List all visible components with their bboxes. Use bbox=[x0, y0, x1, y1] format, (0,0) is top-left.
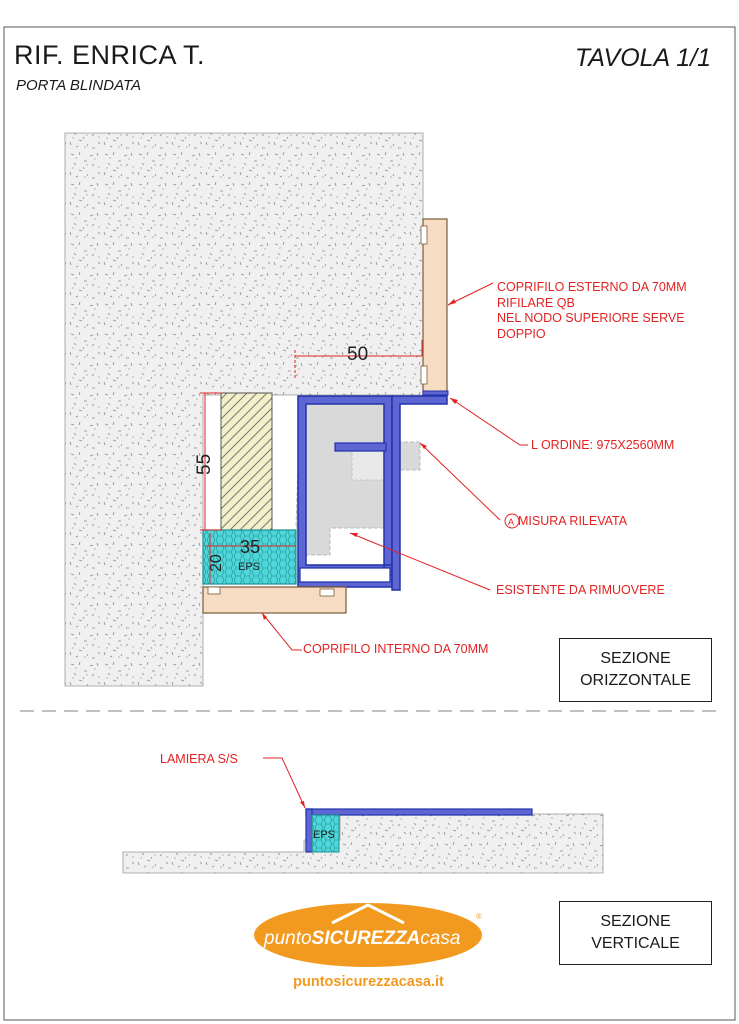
note-line: COPRIFILO ESTERNO DA 70MM bbox=[497, 280, 687, 294]
section-title-line: SEZIONE bbox=[600, 913, 671, 930]
dim-50: 50 bbox=[347, 344, 369, 365]
brand-url: puntosicurezzacasa.it bbox=[293, 974, 444, 990]
note-l-ordine: L ORDINE: 975X2560MM bbox=[531, 438, 675, 452]
note-esistente: ESISTENTE DA RIMUOVERE bbox=[496, 583, 665, 597]
section-title-line: VERTICALE bbox=[591, 935, 680, 952]
logo-main: SICUREZZA bbox=[311, 928, 421, 949]
note-line: NEL NODO SUPERIORE SERVE bbox=[497, 311, 685, 325]
note-line: DOPPIO bbox=[497, 326, 546, 341]
eps-label-threshold: EPS bbox=[313, 829, 336, 841]
note-misura-rilevata bbox=[508, 514, 627, 531]
dim-35: 35 bbox=[240, 537, 261, 557]
registered-mark: ® bbox=[476, 912, 482, 921]
note-line: MISURA RILEVATA bbox=[518, 514, 628, 528]
misura-symbol: A bbox=[508, 517, 515, 527]
existing-hatched-frame bbox=[221, 393, 272, 531]
section-title-orizzontale bbox=[559, 638, 712, 702]
floor-section bbox=[123, 814, 603, 873]
section-title-line: ORIZZONTALE bbox=[580, 672, 691, 689]
note-line: RIFILARE QB bbox=[497, 295, 575, 310]
project-subtitle: PORTA BLINDATA bbox=[16, 77, 142, 94]
steel-sheet bbox=[306, 809, 532, 815]
eps-label-plan: EPS bbox=[238, 561, 261, 573]
note-coprifilo-esterno bbox=[497, 280, 687, 342]
logo-prefix: punto bbox=[264, 928, 312, 949]
note-coprifilo-interno: COPRIFILO INTERNO DA 70MM bbox=[303, 642, 489, 656]
logo-suffix: casa bbox=[420, 928, 461, 949]
logo-text bbox=[263, 928, 460, 949]
sheet-number: TAVOLA 1/1 bbox=[574, 44, 711, 72]
section-title-verticale bbox=[559, 901, 712, 965]
project-title: RIF. ENRICA T. bbox=[14, 40, 206, 70]
dim-55: 55 bbox=[194, 453, 215, 475]
section-title-line: SEZIONE bbox=[600, 650, 671, 667]
dim-20: 20 bbox=[208, 554, 225, 572]
note-lamiera: LAMIERA S/S bbox=[160, 752, 238, 766]
brand-logo bbox=[252, 897, 485, 969]
